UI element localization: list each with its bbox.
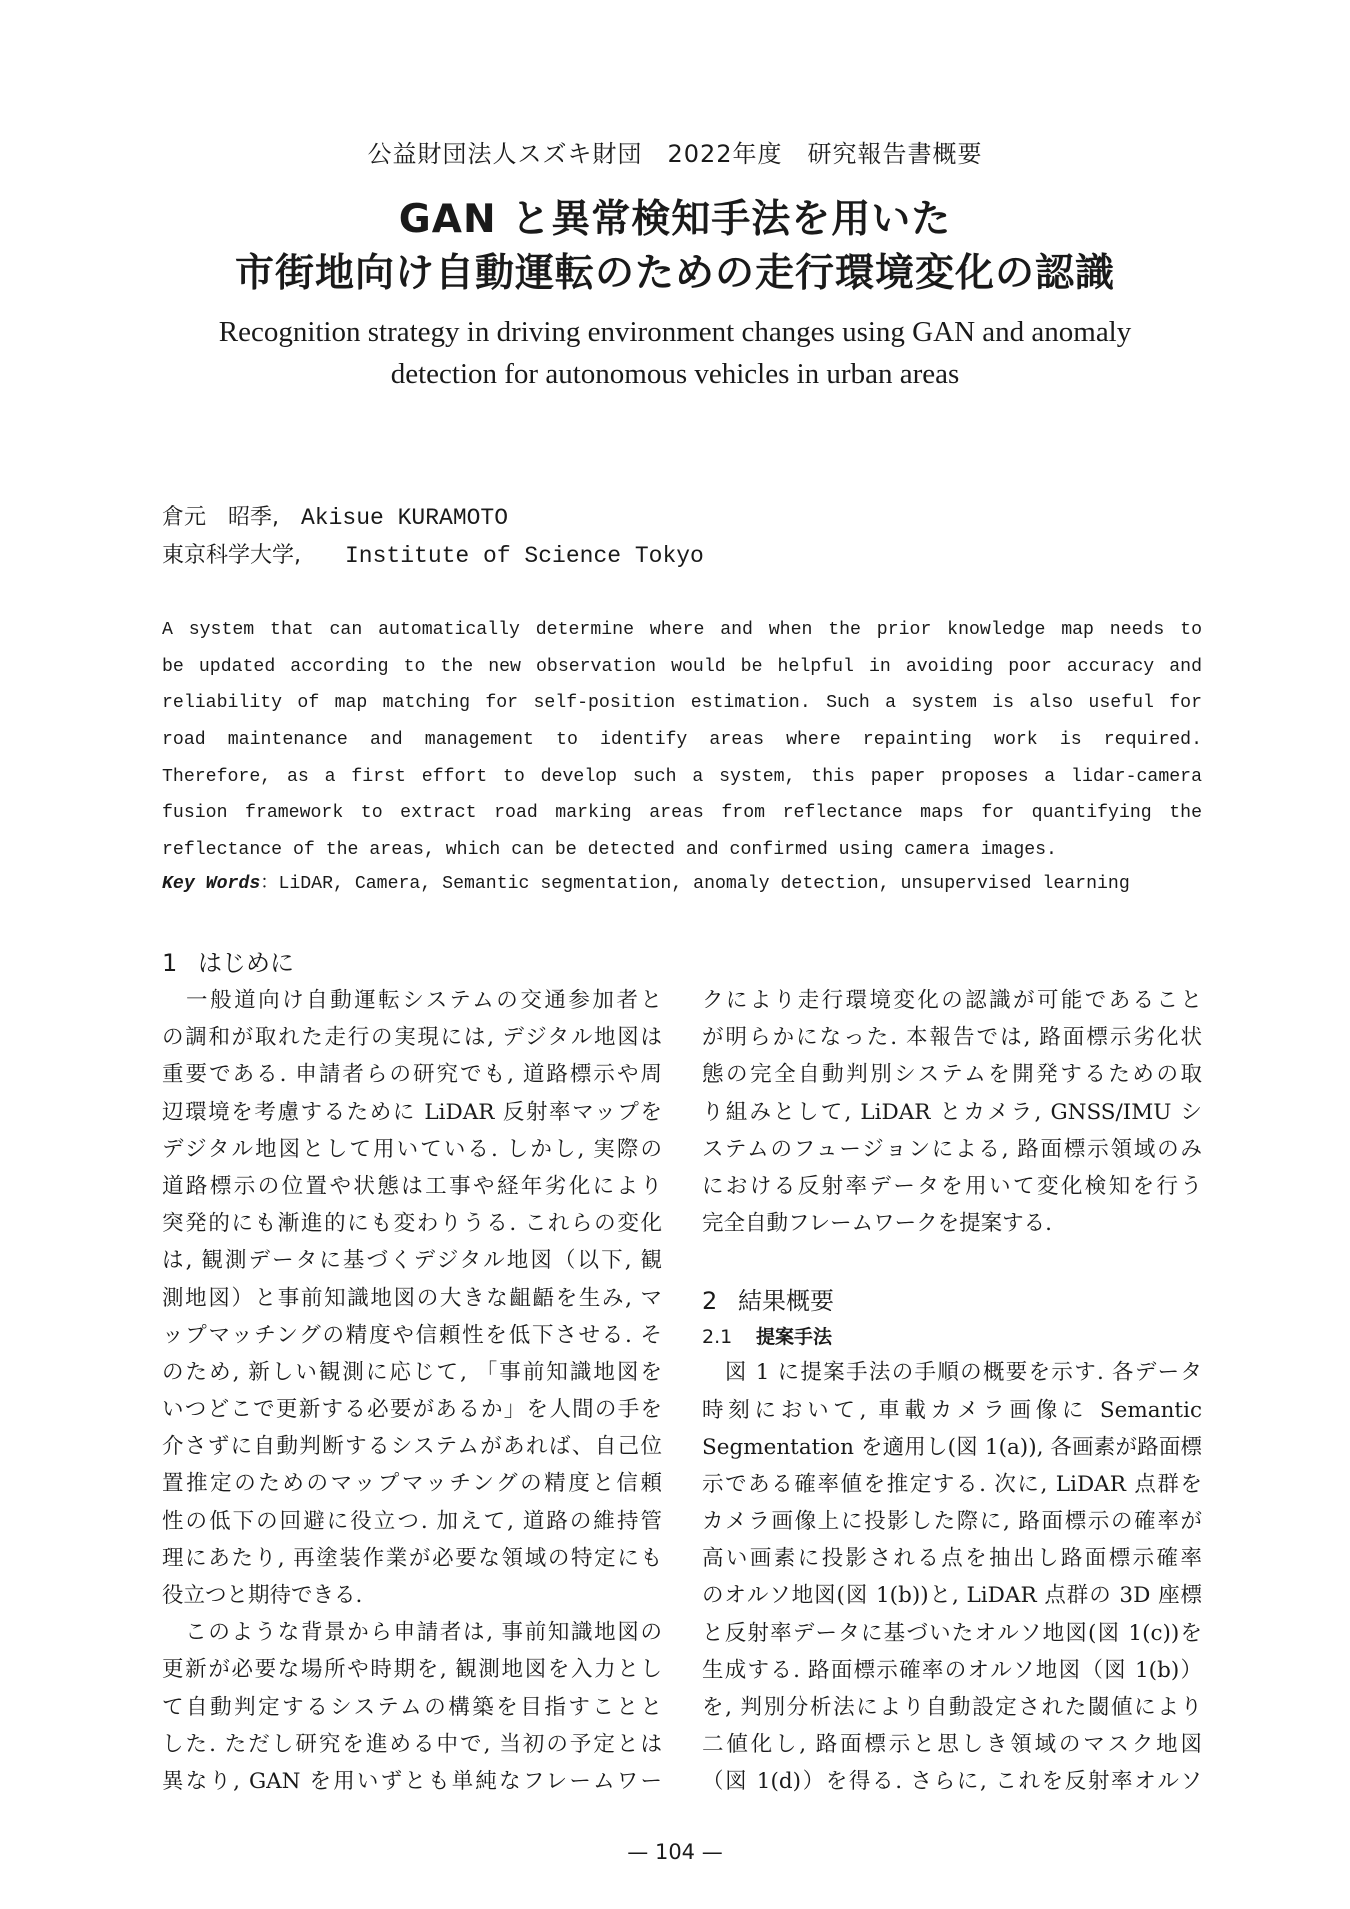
author-name-en: Akisue KURAMOTO: [301, 505, 509, 531]
english-title-line-1: Recognition strategy in driving environment changes using GAN and anomaly: [218, 316, 1132, 348]
body-line: を, 判別分析法により自動設定された閾値により: [702, 1695, 1202, 1720]
author-name-jp: 倉元 昭季,: [162, 505, 279, 530]
body-line: 役立つと期待できる.: [162, 1583, 363, 1608]
keywords-label: Key Words: [162, 874, 261, 894]
body-line: いつどこで更新する必要があるか」を人間の手を: [162, 1397, 662, 1423]
body-line: 二値化し, 路面標示と思しき領域のマスク地図: [702, 1732, 1202, 1758]
body-line: 図 1 に提案手法の手順の概要を示す. 各データ: [702, 1360, 1202, 1386]
page-number: — 104 —: [627, 1840, 723, 1864]
right-column: [702, 944, 1202, 1801]
abstract-line: reflectance of the areas, which can be detected and confirmed using camera images.: [162, 840, 1057, 861]
body-line: 道路標示の位置や状態は工事や経年劣化により: [162, 1173, 662, 1199]
body-line: 重要である. 申請者らの研究でも, 道路標示や周: [162, 1062, 662, 1088]
section-title: 結果概要: [738, 1287, 834, 1316]
body-line: クにより走行環境変化の認識が可能であること: [702, 988, 1202, 1013]
affiliation-en: Institute of Science Tokyo: [345, 543, 704, 569]
body-line: 突発的にも漸進的にも変わりうる. これらの変化: [162, 1211, 662, 1237]
column-top-gap: [702, 944, 1202, 982]
section-number: 2: [702, 1287, 718, 1316]
report-series-header: 公益財団法人スズキ財団 2022年度 研究報告書概要: [367, 140, 983, 168]
section-number: 1: [162, 949, 178, 977]
abstract-line: Therefore, as a first effort to develop such a system, this paper proposes a lidar-camera: [162, 766, 1202, 787]
body-line: 辺環境を考慮するために LiDAR 反射率マップを: [162, 1099, 662, 1125]
body-line: の調和が取れた走行の実現には, デジタル地図は: [162, 1025, 662, 1051]
author-affiliation: [162, 538, 704, 569]
body-line: 異なり, GAN を用いずとも単純なフレームワー: [162, 1768, 662, 1794]
body-line: 態の完全自動判別システムを開発するための取: [702, 1062, 1202, 1088]
body-line: 時刻において, 車載カメラ画像に Semantic: [702, 1397, 1202, 1423]
body-line: と反射率データに基づいたオルソ地図(図 1(c))を: [702, 1620, 1202, 1646]
body-line: り組みとして, LiDAR とカメラ, GNSS/IMU シ: [702, 1099, 1202, 1125]
section-2-heading: [702, 1282, 1202, 1320]
body-line: カメラ画像上に投影した際に, 路面標示の確率が: [702, 1509, 1202, 1535]
body-line: 介さずに自動判断するシステムがあれば、自己位: [162, 1434, 662, 1460]
body-line: のオルソ地図(図 1(b))と, LiDAR 点群の 3D 座標: [702, 1583, 1202, 1609]
body-line: デジタル地図として用いている. しかし, 実際の: [162, 1136, 662, 1162]
abstract-line: reliability of map matching for self-position estimation. Such a system is also useful for: [162, 693, 1202, 714]
abstract: [162, 612, 1202, 869]
body-line: 置推定のためのマップマッチングの精度と信頼: [162, 1471, 662, 1497]
subsection-title: 提案手法: [756, 1326, 833, 1349]
left-column: [162, 944, 662, 1800]
body-line: した. ただし研究を進める中で, 当初の予定とは: [162, 1731, 662, 1757]
body-line: における反射率データを用いて変化検知を行う: [702, 1173, 1202, 1199]
keywords: [162, 868, 1202, 894]
keywords-separator: ：: [260, 874, 279, 894]
body-line: のため, 新しい観測に応じて, 「事前知識地図を: [162, 1359, 662, 1385]
section-1-heading: [162, 944, 662, 982]
abstract-line: be updated according to the new observation would be helpful in avoiding poor accuracy and: [162, 656, 1202, 677]
japanese-title-line-1: GAN と異常検知手法を用いた: [398, 197, 952, 242]
body-line: が明らかになった. 本報告では, 路面標示劣化状: [702, 1025, 1202, 1051]
body-line: ップマッチングの精度や信頼性を低下させる. そ: [162, 1322, 662, 1348]
subsection-2-1-heading: [702, 1320, 1202, 1354]
body-line: Segmentation を適用し(図 1(a)), 各画素が路面標: [702, 1434, 1202, 1460]
body-line: 一般道向け自動運転システムの交通参加者と: [162, 988, 662, 1013]
body-line: 更新が必要な場所や時期を, 観測地図を入力とし: [162, 1657, 662, 1683]
body-line: 生成する. 路面標示確率のオルソ地図（図 1(b)）: [702, 1657, 1202, 1683]
english-title-line-2: detection for autonomous vehicles in urban areas: [390, 358, 960, 390]
affiliation-jp: 東京科学大学,: [162, 543, 301, 568]
abstract-line: road maintenance and management to identify areas where repainting work is required.: [162, 730, 1202, 751]
body-line: 測地図）と事前知識地図の大きな齟齬を生み, マ: [162, 1285, 662, 1311]
body-line: 性の低下の回避に役立つ. 加えて, 道路の維持管: [162, 1508, 662, 1534]
keywords-list: LiDAR, Camera, Semantic segmentation, anomaly detection, unsupervised learning: [278, 874, 1130, 894]
author-name: [162, 500, 508, 531]
japanese-title-line-2: 市街地向け自動運転のための走行環境変化の認識: [234, 251, 1115, 296]
body-line: ステムのフュージョンによる, 路面標示領域のみ: [702, 1136, 1202, 1162]
body-line: （図 1(d)）を得る. さらに, これを反射率オルソ: [702, 1769, 1202, 1795]
body-line: 示である確率値を推定する. 次に, LiDAR 点群を: [702, 1471, 1202, 1497]
body-line: 高い画素に投影される点を抽出し路面標示確率: [702, 1546, 1202, 1572]
subsection-number: 2.1: [702, 1326, 733, 1349]
body-line: は, 観測データに基づくデジタル地図（以下, 観: [162, 1248, 662, 1274]
body-line: 完全自動フレームワークを提案する.: [702, 1211, 1052, 1237]
abstract-line: fusion framework to extract road marking areas from reflectance maps for quantifying the: [162, 803, 1202, 824]
section-spacer: [702, 1242, 1202, 1282]
body-line: て自動判定するシステムの構築を目指すことと: [162, 1694, 662, 1720]
abstract-line: A system that can automatically determine where and when the prior knowledge map needs to: [162, 620, 1202, 640]
section-title: はじめに: [198, 949, 294, 977]
body-line: 理にあたり, 再塗装作業が必要な領域の特定にも: [162, 1545, 662, 1571]
body-line: このような背景から申請者は, 事前知識地図の: [162, 1620, 662, 1646]
